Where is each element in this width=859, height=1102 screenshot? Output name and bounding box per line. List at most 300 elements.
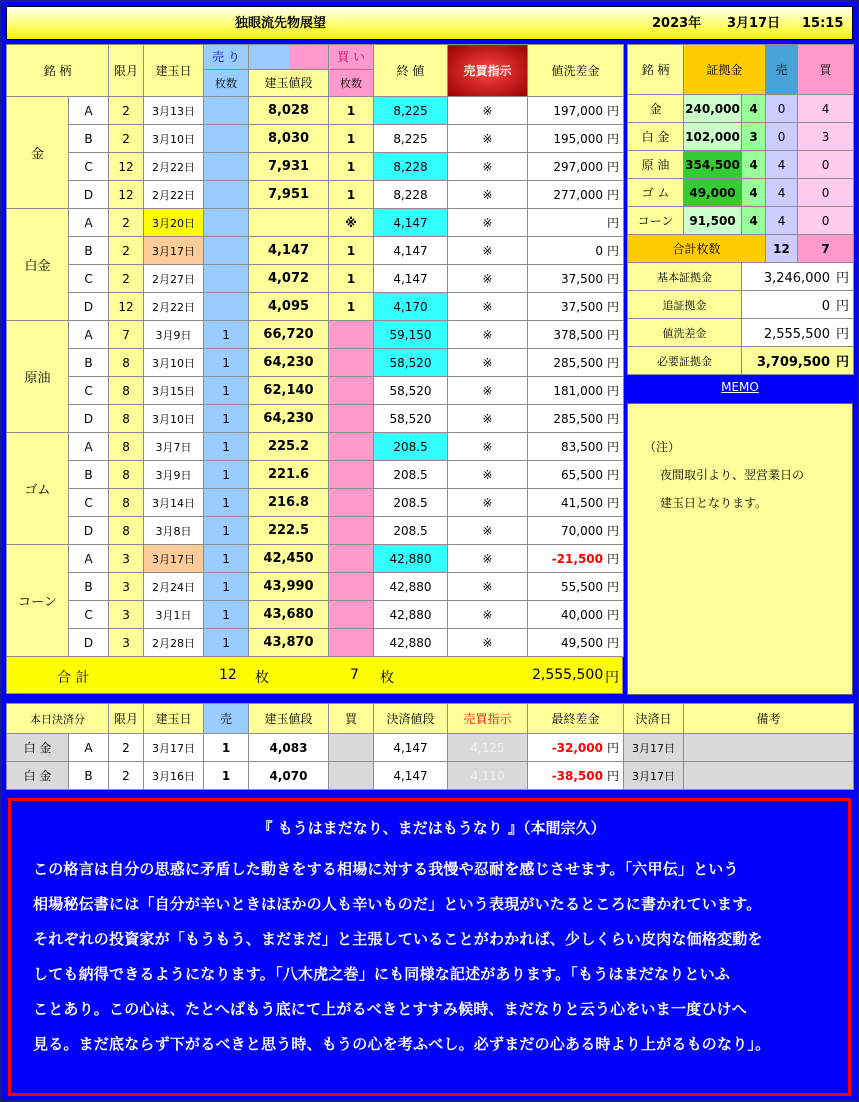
- total-diff: 2,555,500: [532, 667, 604, 683]
- summary-value: [742, 263, 854, 291]
- row-signal: ※: [448, 629, 528, 657]
- row-close: 208.5: [374, 461, 448, 489]
- row-entry-price: 8,030: [249, 125, 329, 153]
- row-entry-date: 2月24日: [144, 573, 204, 601]
- row-diff-yen: 円: [607, 356, 620, 370]
- row-sell-count: [204, 265, 249, 293]
- settle-final-value: -32,000: [551, 741, 603, 755]
- row-diff: [528, 321, 624, 349]
- row-diff-value: 40,000: [561, 608, 603, 622]
- position-row: [7, 489, 624, 517]
- row-entry-date: 3月17日: [144, 237, 204, 265]
- margin-total-sell: 12: [766, 235, 798, 263]
- settle-signal: 4,110: [448, 762, 528, 790]
- row-sub: A: [69, 321, 109, 349]
- quote-line: 見る。まだ底ならず下がるべきと思う時、もうの心を考ふべし。必ずまだの心ある時より上がるものなり」。: [33, 1035, 771, 1053]
- position-row: [7, 349, 624, 377]
- quote-line: 相場秘伝書には「自分が辛いときはほかの人も辛いものだ」という表現がいたるところに書かれています。: [33, 895, 762, 913]
- settle-final-yen: 円: [606, 741, 619, 755]
- row-sell-count: 1: [204, 601, 249, 629]
- row-diff: [528, 489, 624, 517]
- row-diff-yen: 円: [607, 440, 620, 454]
- row-buy-count: 1: [329, 97, 374, 125]
- row-diff: [528, 573, 624, 601]
- row-close: 8,225: [374, 97, 448, 125]
- memo-line-1: （注）: [644, 440, 681, 454]
- row-month: 8: [109, 405, 144, 433]
- row-sell-count: [204, 181, 249, 209]
- row-entry-price: 43,990: [249, 573, 329, 601]
- row-entry-date: 3月10日: [144, 349, 204, 377]
- margin-sell: 0: [766, 123, 798, 151]
- row-entry-price: 64,230: [249, 349, 329, 377]
- margin-amount: 354,500: [684, 151, 742, 179]
- summary-label: 基本証拠金: [628, 263, 742, 291]
- margin-amount: 91,500: [684, 207, 742, 235]
- margin-sell: 4: [766, 179, 798, 207]
- row-buy-count: 1: [329, 293, 374, 321]
- row-diff: [528, 629, 624, 657]
- settle-sell: 1: [204, 734, 249, 762]
- row-close: 8,228: [374, 153, 448, 181]
- row-entry-price: 43,680: [249, 601, 329, 629]
- memo-line-3: 建玉日となります。: [660, 496, 768, 510]
- row-sell-count: 1: [204, 349, 249, 377]
- row-diff-value: 181,000: [553, 384, 603, 398]
- margin-sell: 4: [766, 151, 798, 179]
- settle-month: 2: [109, 762, 144, 790]
- col-close: 終 値: [374, 45, 448, 97]
- col-sell-buy-spacer: [249, 45, 329, 70]
- position-row: [7, 237, 624, 265]
- settle-name: 白 金: [7, 734, 69, 762]
- margin-amount: 102,000: [684, 123, 742, 151]
- row-signal: ※: [448, 489, 528, 517]
- row-signal: ※: [448, 153, 528, 181]
- row-signal: ※: [448, 349, 528, 377]
- settle-col-date: 建玉日: [144, 704, 204, 734]
- row-signal: ※: [448, 405, 528, 433]
- col-diff: 値洗差金: [528, 45, 624, 97]
- row-buy-count: [329, 601, 374, 629]
- row-sell-count: 1: [204, 433, 249, 461]
- group-name: ゴム: [7, 433, 69, 545]
- row-diff-value: 83,500: [561, 440, 603, 454]
- row-diff: [528, 545, 624, 573]
- summary-amount: 0: [821, 299, 831, 314]
- row-month: 8: [109, 349, 144, 377]
- row-sub: D: [69, 405, 109, 433]
- row-sell-count: [204, 293, 249, 321]
- row-buy-count: 1: [329, 125, 374, 153]
- row-month: 8: [109, 489, 144, 517]
- row-diff-yen: 円: [607, 244, 620, 258]
- row-sub: D: [69, 517, 109, 545]
- row-diff-value: 285,500: [553, 356, 603, 370]
- row-sub: A: [69, 433, 109, 461]
- row-sub: B: [69, 573, 109, 601]
- row-buy-count: 1: [329, 181, 374, 209]
- row-month: 2: [109, 209, 144, 237]
- total-label: 合 計: [57, 670, 90, 686]
- row-sell-count: 1: [204, 545, 249, 573]
- row-month: 2: [109, 125, 144, 153]
- settle-date: 3月16日: [144, 762, 204, 790]
- settle-settle-price: 4,147: [374, 734, 448, 762]
- position-row: [7, 153, 624, 181]
- settlement-table: [6, 703, 854, 790]
- row-buy-count: 1: [329, 265, 374, 293]
- row-entry-date: 3月10日: [144, 125, 204, 153]
- col-brand: 銘 柄: [7, 45, 109, 97]
- row-buy-count: [329, 405, 374, 433]
- row-month: 8: [109, 377, 144, 405]
- settle-settle-date: 3月17日: [624, 762, 684, 790]
- settle-col-note: 備考: [684, 704, 854, 734]
- row-buy-count: [329, 517, 374, 545]
- col-entry-price: 建玉値段: [249, 69, 329, 96]
- row-entry-price: 64,230: [249, 405, 329, 433]
- row-close: 4,147: [374, 209, 448, 237]
- row-entry-date: 3月9日: [144, 461, 204, 489]
- group-name: コーン: [7, 545, 69, 657]
- margin-col-buy: 買: [798, 45, 854, 95]
- row-close: 58,520: [374, 377, 448, 405]
- quote-title: 『 もうはまだなり、まだはもうなり 』（本間宗久）: [257, 819, 606, 837]
- row-diff-value: 55,500: [561, 580, 603, 594]
- row-sell-count: [204, 97, 249, 125]
- margin-buy: 4: [798, 95, 854, 123]
- row-diff-yen: 円: [607, 636, 620, 650]
- row-close: 42,880: [374, 601, 448, 629]
- margin-summary-row: [628, 263, 854, 291]
- row-sub: D: [69, 293, 109, 321]
- row-diff: [528, 209, 624, 237]
- row-month: 8: [109, 517, 144, 545]
- position-row: [7, 377, 624, 405]
- settle-col-buy: 買: [329, 704, 374, 734]
- summary-amount: 3,246,000: [763, 271, 831, 286]
- row-month: 7: [109, 321, 144, 349]
- row-diff: [528, 153, 624, 181]
- margin-brand: 原 油: [628, 151, 684, 179]
- row-diff-yen: 円: [607, 188, 620, 202]
- group-name: 金: [7, 97, 69, 209]
- row-entry-price: 221.6: [249, 461, 329, 489]
- row-diff-value: 197,000: [553, 104, 603, 118]
- total-bar: [6, 656, 623, 694]
- settle-price: 4,070: [249, 762, 329, 790]
- col-month: 限月: [109, 45, 144, 97]
- row-close: 4,147: [374, 237, 448, 265]
- row-sell-count: [204, 209, 249, 237]
- row-diff: [528, 97, 624, 125]
- row-month: 3: [109, 573, 144, 601]
- row-entry-date: 3月15日: [144, 377, 204, 405]
- row-entry-price: 7,951: [249, 181, 329, 209]
- group-name: 白金: [7, 209, 69, 321]
- settle-note: [684, 734, 854, 762]
- row-entry-date: 2月28日: [144, 629, 204, 657]
- position-row: [7, 545, 624, 573]
- row-close: 4,170: [374, 293, 448, 321]
- row-diff-value: 277,000: [553, 188, 603, 202]
- position-row: [7, 433, 624, 461]
- position-row: [7, 573, 624, 601]
- row-buy-count: [329, 377, 374, 405]
- margin-row: [628, 151, 854, 179]
- row-buy-count: ※: [329, 209, 374, 237]
- row-sell-count: 1: [204, 405, 249, 433]
- row-sub: B: [69, 125, 109, 153]
- row-buy-count: 1: [329, 237, 374, 265]
- quote-line: しても納得できるようになります。「八木虎之巻」にも同様な記述があります。「もうはまだなりといふ: [33, 965, 731, 983]
- total-buy: 7: [350, 667, 359, 683]
- row-diff: [528, 601, 624, 629]
- row-diff-value: 297,000: [553, 160, 603, 174]
- row-diff-yen: 円: [607, 104, 620, 118]
- row-entry-price: 4,147: [249, 237, 329, 265]
- row-sub: D: [69, 629, 109, 657]
- settle-signal: 4,125: [448, 734, 528, 762]
- row-close: 8,225: [374, 125, 448, 153]
- settle-name: 白 金: [7, 762, 69, 790]
- margin-units: 4: [742, 95, 766, 123]
- margin-col-sell: 売: [766, 45, 798, 95]
- col-entry-date: 建玉日: [144, 45, 204, 97]
- total-unit-sell: 枚: [255, 670, 269, 686]
- margin-units: 3: [742, 123, 766, 151]
- row-sell-count: 1: [204, 461, 249, 489]
- header-date: 3月17日: [727, 16, 781, 31]
- col-sell: 売 り: [204, 45, 249, 70]
- row-diff: [528, 405, 624, 433]
- row-diff-yen: 円: [607, 300, 620, 314]
- settle-row: [7, 734, 854, 762]
- row-entry-date: 3月17日: [144, 545, 204, 573]
- row-entry-date: 3月9日: [144, 321, 204, 349]
- margin-sell: 0: [766, 95, 798, 123]
- row-diff-yen: 円: [607, 328, 620, 342]
- margin-total-row: [628, 235, 854, 263]
- row-entry-date: 2月22日: [144, 153, 204, 181]
- row-month: 12: [109, 293, 144, 321]
- settle-row: [7, 762, 854, 790]
- row-close: 208.5: [374, 489, 448, 517]
- total-unit-buy: 枚: [380, 670, 394, 686]
- row-entry-date: 3月1日: [144, 601, 204, 629]
- row-entry-price: 66,720: [249, 321, 329, 349]
- row-sub: C: [69, 377, 109, 405]
- quote-line: ことあり。この心は、たとへばもう底にて上がるべきとすすみ候時、まだなりと云う心をいま一度ひけへ: [33, 1000, 747, 1018]
- margin-total-buy: 7: [798, 235, 854, 263]
- row-sell-count: [204, 237, 249, 265]
- summary-label: 追証拠金: [628, 291, 742, 319]
- row-buy-count: [329, 461, 374, 489]
- position-row: [7, 517, 624, 545]
- row-sub: B: [69, 349, 109, 377]
- row-sub: A: [69, 209, 109, 237]
- settle-col-label: 本日決済分: [7, 704, 109, 734]
- position-row: [7, 321, 624, 349]
- row-close: 42,880: [374, 573, 448, 601]
- settle-col-month: 限月: [109, 704, 144, 734]
- col-buy-count: 枚数: [329, 69, 374, 96]
- row-buy-count: [329, 629, 374, 657]
- row-diff-yen: 円: [607, 496, 620, 510]
- row-diff-yen: 円: [607, 272, 620, 286]
- margin-table: [627, 44, 854, 375]
- header-year: 2023年: [652, 16, 702, 31]
- settle-col-final: 最終差金: [528, 704, 624, 734]
- row-sell-count: 1: [204, 377, 249, 405]
- row-signal: ※: [448, 209, 528, 237]
- row-month: 3: [109, 601, 144, 629]
- position-row: [7, 125, 624, 153]
- row-close: 42,880: [374, 545, 448, 573]
- row-diff-yen: 円: [607, 384, 620, 398]
- row-signal: ※: [448, 545, 528, 573]
- row-entry-price: 222.5: [249, 517, 329, 545]
- row-sub: C: [69, 153, 109, 181]
- margin-row: [628, 123, 854, 151]
- row-month: 3: [109, 545, 144, 573]
- margin-row: [628, 207, 854, 235]
- row-sell-count: 1: [204, 321, 249, 349]
- row-diff-yen: 円: [607, 216, 620, 230]
- row-diff: [528, 377, 624, 405]
- row-diff-yen: 円: [607, 468, 620, 482]
- row-signal: ※: [448, 433, 528, 461]
- row-diff: [528, 125, 624, 153]
- summary-yen: 円: [836, 327, 850, 342]
- settle-buy: [329, 762, 374, 790]
- row-diff: [528, 461, 624, 489]
- margin-total-label: 合計枚数: [628, 235, 766, 263]
- position-row: [7, 629, 624, 657]
- row-entry-price: 4,095: [249, 293, 329, 321]
- settle-final: [528, 762, 624, 790]
- page-title: 独眼流先物展望: [235, 16, 327, 31]
- row-entry-price: 225.2: [249, 433, 329, 461]
- position-row: [7, 209, 624, 237]
- summary-value: [742, 291, 854, 319]
- row-buy-count: [329, 489, 374, 517]
- quote-body: [33, 852, 830, 1062]
- row-diff-value: 378,500: [553, 328, 603, 342]
- row-diff: [528, 181, 624, 209]
- row-close: 208.5: [374, 517, 448, 545]
- total-yen: 円: [605, 670, 619, 686]
- row-sell-count: 1: [204, 517, 249, 545]
- margin-row: [628, 95, 854, 123]
- settle-col-sell: 売: [204, 704, 249, 734]
- margin-units: 4: [742, 179, 766, 207]
- position-row: [7, 405, 624, 433]
- margin-col-brand: 銘 柄: [628, 45, 684, 95]
- margin-summary-row: [628, 291, 854, 319]
- row-sub: B: [69, 461, 109, 489]
- row-signal: ※: [448, 573, 528, 601]
- margin-summary-row: [628, 347, 854, 375]
- memo-link[interactable]: MEMO: [721, 380, 759, 394]
- settle-final: [528, 734, 624, 762]
- settle-col-price: 建玉値段: [249, 704, 329, 734]
- settle-buy: [329, 734, 374, 762]
- row-month: 8: [109, 433, 144, 461]
- settle-col-settle-price: 決済値段: [374, 704, 448, 734]
- row-diff: [528, 517, 624, 545]
- row-sub: D: [69, 181, 109, 209]
- row-close: 42,880: [374, 629, 448, 657]
- memo-panel: [627, 403, 853, 695]
- row-close: 59,150: [374, 321, 448, 349]
- summary-value: [742, 347, 854, 375]
- row-month: 8: [109, 461, 144, 489]
- col-buy: 買 い: [329, 45, 374, 70]
- col-signal: 売買指示: [448, 45, 528, 97]
- margin-buy: 0: [798, 151, 854, 179]
- row-diff: [528, 265, 624, 293]
- row-month: 3: [109, 629, 144, 657]
- row-diff: [528, 237, 624, 265]
- margin-brand: 金: [628, 95, 684, 123]
- settle-sub: A: [69, 734, 109, 762]
- row-entry-price: 43,870: [249, 629, 329, 657]
- margin-sell: 4: [766, 207, 798, 235]
- row-signal: ※: [448, 237, 528, 265]
- position-row: [7, 265, 624, 293]
- summary-label: 値洗差金: [628, 319, 742, 347]
- row-close: 58,520: [374, 405, 448, 433]
- row-diff-value: -21,500: [551, 552, 603, 566]
- row-entry-price: [249, 209, 329, 237]
- row-month: 12: [109, 181, 144, 209]
- row-entry-price: 8,028: [249, 97, 329, 125]
- row-entry-date: 3月13日: [144, 97, 204, 125]
- total-sell: 12: [219, 667, 237, 683]
- summary-value: [742, 319, 854, 347]
- margin-amount: 240,000: [684, 95, 742, 123]
- row-entry-price: 7,931: [249, 153, 329, 181]
- row-sub: A: [69, 97, 109, 125]
- row-buy-count: [329, 433, 374, 461]
- row-diff: [528, 293, 624, 321]
- row-sell-count: 1: [204, 629, 249, 657]
- settle-price: 4,083: [249, 734, 329, 762]
- row-entry-price: 216.8: [249, 489, 329, 517]
- margin-buy: 0: [798, 179, 854, 207]
- row-sub: B: [69, 237, 109, 265]
- row-sell-count: 1: [204, 573, 249, 601]
- row-entry-price: 42,450: [249, 545, 329, 573]
- row-buy-count: [329, 545, 374, 573]
- row-buy-count: [329, 349, 374, 377]
- row-sub: C: [69, 489, 109, 517]
- quote-line: この格言は自分の思惑に矛盾した動きをする相場に対する我慢や忍耐を感じさせます。「六甲伝」という: [33, 860, 739, 878]
- settle-col-signal: 売買指示: [448, 704, 528, 734]
- row-month: 2: [109, 237, 144, 265]
- summary-label: 必要証拠金: [628, 347, 742, 375]
- row-month: 2: [109, 97, 144, 125]
- positions-table: [6, 44, 624, 657]
- margin-brand: 白 金: [628, 123, 684, 151]
- row-diff: [528, 433, 624, 461]
- settle-month: 2: [109, 734, 144, 762]
- group-name: 原油: [7, 321, 69, 433]
- summary-amount: 2,555,500: [763, 327, 831, 342]
- row-entry-date: 3月20日: [144, 209, 204, 237]
